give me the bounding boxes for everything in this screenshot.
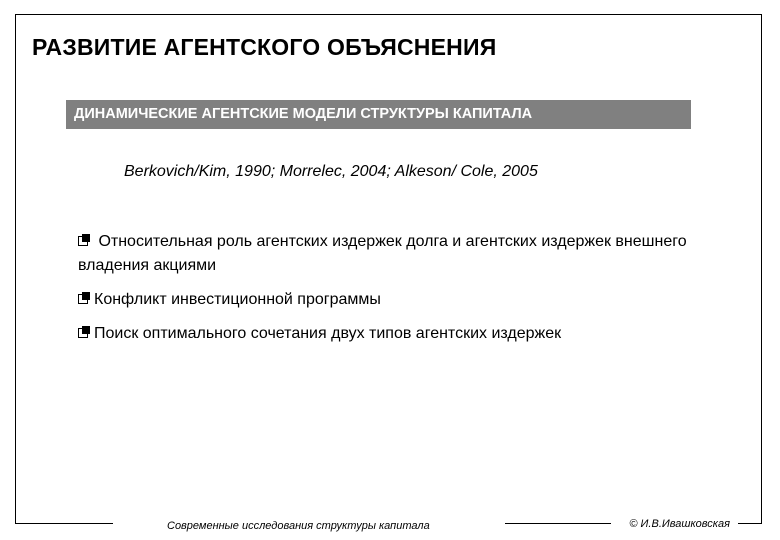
citation-line: Berkovich/Kim, 1990; Morrelec, 2004; Alkeson/ Cole, 2005 — [124, 163, 538, 180]
footer-author: © И.В.Ивашковская — [629, 518, 730, 530]
bullet-list — [78, 230, 698, 356]
bullet-text: Поиск оптимального сочетания двух типов агентских издержек — [94, 325, 562, 342]
footer-divider-right — [738, 523, 762, 524]
section-banner: ДИНАМИЧЕСКИЕ АГЕНТСКИЕ МОДЕЛИ СТРУКТУРЫ КАПИТАЛА — [66, 100, 691, 129]
checkbox-icon — [78, 328, 88, 338]
checkbox-icon — [78, 294, 88, 304]
bullet-item — [78, 230, 698, 278]
footer-divider-middle — [505, 523, 611, 524]
bullet-text: Конфликт инвестиционной программы — [94, 291, 381, 308]
footer-course-title: Современные исследования структуры капитала — [167, 520, 430, 532]
bullet-text: Относительная роль агентских издержек долга и агентских издержек внешнего владения акциями — [78, 233, 687, 274]
bullet-item — [78, 322, 698, 346]
footer-divider-left — [15, 523, 113, 524]
checkbox-icon — [78, 236, 88, 246]
slide-title: РАЗВИТИЕ АГЕНТСКОГО ОБЪЯСНЕНИЯ — [32, 34, 497, 60]
bullet-item — [78, 288, 698, 312]
